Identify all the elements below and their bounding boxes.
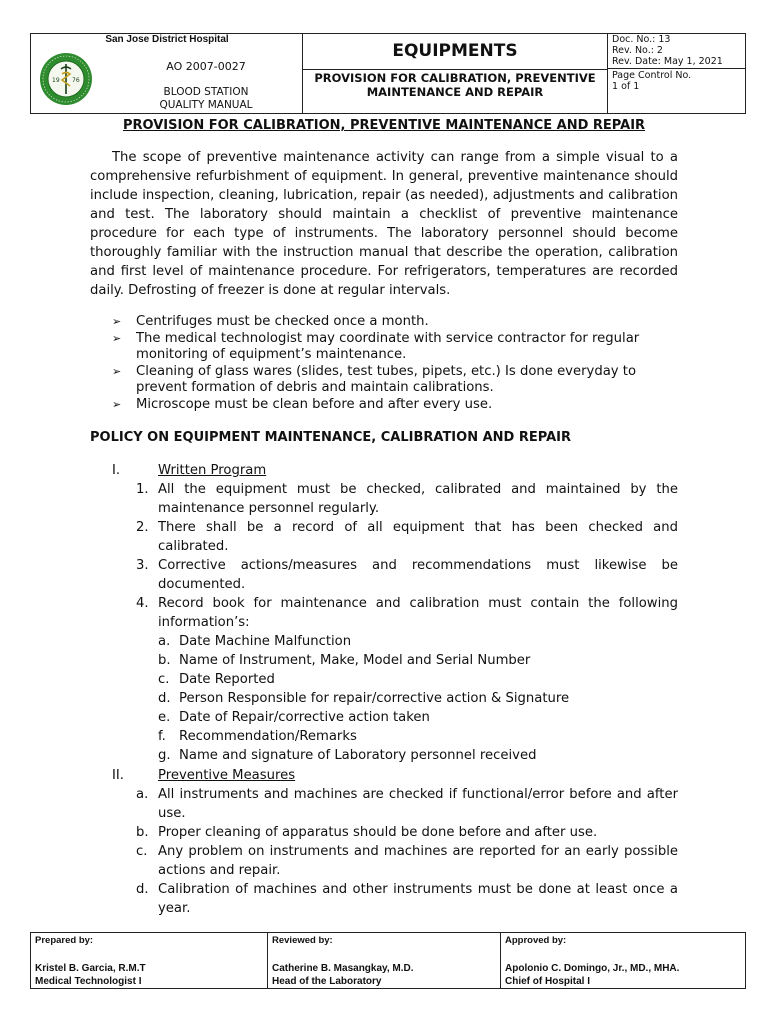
list-item: d. Calibration of machines and other instruments must be done at least once a year.	[136, 882, 678, 916]
reviewed-by-cell	[267, 933, 500, 988]
reviewed-by-name: Catherine B. Masangkay, M.D.	[272, 963, 414, 974]
department-label	[131, 86, 281, 112]
list-item: ➢ Microscope must be clean before and after every use.	[112, 396, 493, 412]
list-item: 3. Corrective actions/measures and recommendations must likewise be documented.	[136, 558, 678, 592]
page-control-value: 1 of 1	[612, 81, 640, 92]
arrow-bullet-icon: ➢	[112, 397, 122, 411]
hospital-seal-icon	[39, 52, 93, 106]
reviewed-by-person	[272, 963, 414, 988]
department-line-1: BLOOD STATION	[163, 86, 249, 98]
document-control-block	[608, 34, 746, 113]
prepared-by-role: Medical Technologist I	[35, 975, 142, 987]
section-heading: Written Program	[158, 463, 267, 478]
doc-number: Doc. No.: 13	[612, 34, 671, 45]
record-fields-list	[158, 632, 678, 765]
department-line-2: QUALITY MANUAL	[159, 99, 253, 111]
approved-by-label: Approved by:	[505, 935, 567, 946]
list-item: b. Proper cleaning of apparatus should be done before and after use.	[136, 825, 598, 840]
signature-footer	[30, 932, 746, 989]
rev-number: Rev. No.: 2	[612, 45, 663, 56]
section-numeral: I.	[112, 463, 121, 478]
list-item: a. All instruments and machines are checked if functional/error before and after use.	[136, 787, 678, 821]
preventive-measures-list	[136, 785, 678, 918]
approved-by-name: Apolonio C. Domingo, Jr., MD., MHA.	[505, 963, 680, 974]
hospital-block	[31, 34, 303, 113]
list-item: e. Date of Repair/corrective action taken	[158, 710, 430, 725]
arrow-bullet-icon: ➢	[112, 364, 122, 378]
list-item: d. Person Responsible for repair/corrective action & Signature	[158, 691, 570, 706]
rev-date: Rev. Date: May 1, 2021	[612, 56, 723, 67]
seal-year-right: 76	[72, 77, 80, 84]
list-item: g. Name and signature of Laboratory personnel received	[158, 748, 537, 763]
page-control	[608, 69, 746, 92]
list-item: 4. Record book for maintenance and calibration must contain the following information’s: a. Date Machine Malfunction b. Name of Instrument, Make, Model and Serial Number c. Date Reported d. Person Responsible for repair/corrective action & Signature e. Date of Repair/corrective action taken f. Recommendation/Remarks g. Name and signature of Laboratory personnel received	[136, 596, 678, 763]
arrow-bullet-icon: ➢	[112, 315, 122, 328]
title-block	[303, 34, 608, 113]
prepared-by-person	[35, 963, 146, 988]
reviewed-by-label: Reviewed by:	[272, 935, 333, 946]
document-title: EQUIPMENTS	[303, 34, 607, 70]
written-program-list	[136, 480, 678, 765]
seal-year-left: 19	[52, 77, 60, 84]
list-item: c. Any problem on instruments and machines are reported for an early possible actions and repair.	[136, 844, 678, 878]
approved-by-cell	[500, 933, 745, 988]
list-item: b. Name of Instrument, Make, Model and Serial Number	[158, 653, 531, 668]
ao-number: AO 2007-0027	[166, 60, 246, 73]
prepared-by-cell	[31, 933, 267, 988]
revision-info	[608, 34, 746, 69]
bullet-list	[112, 314, 678, 413]
list-item: f. Recommendation/Remarks	[158, 729, 357, 744]
document-subtitle: PROVISION FOR CALIBRATION, PREVENTIVE MAINTENANCE AND REPAIR	[314, 71, 596, 99]
document-header	[30, 33, 746, 114]
prepared-by-name: Kristel B. Garcia, R.M.T	[35, 963, 146, 974]
approved-by-person	[505, 963, 679, 988]
page-control-label: Page Control No.	[612, 70, 692, 81]
list-item: ➢ The medical technologist may coordinate with service contractor for regular monitoring of equipment’s maintenance.	[112, 330, 640, 362]
list-item: c. Date Reported	[158, 672, 275, 687]
list-item: ➢ Cleaning of glass wares (slides, test tubes, pipets, etc.) Is done everyday to prevent formation of debris and maintain calibrations.	[112, 363, 637, 395]
reviewed-by-role: Head of the Laboratory	[272, 975, 382, 987]
arrow-bullet-icon: ➢	[112, 331, 122, 345]
section-title: PROVISION FOR CALIBRATION, PREVENTIVE MAINTENANCE AND REPAIR	[122, 118, 646, 133]
section-heading: Preventive Measures	[158, 768, 296, 783]
section-numeral: II.	[112, 768, 124, 783]
list-item: ➢ Centrifuges must be checked once a month.	[112, 314, 429, 329]
list-item: a. Date Machine Malfunction	[158, 634, 352, 649]
approved-by-role: Chief of Hospital I	[505, 975, 590, 987]
intro-paragraph: The scope of preventive maintenance activity can range from a simple visual to a comprehensive refurbishment of equipment. In general, preventive maintenance should include inspection, cleaning, lubrication, repair (as needed), adjustments and calibration and test. The laboratory should maintain a checklist of preventive maintenance procedure for each type of instruments. The laboratory personnel should become thoroughly familiar with the instruction manual that describe the operation, calibration and first level of maintenance procedure. For refrigerators, temperatures are recorded daily. Defrosting of freezer is done at regular intervals.	[90, 150, 678, 298]
policy-title: POLICY ON EQUIPMENT MAINTENANCE, CALIBRATION AND REPAIR	[90, 430, 571, 445]
list-item: 2. There shall be a record of all equipment that has been checked and calibrated.	[136, 520, 678, 554]
list-item: 1. All the equipment must be checked, calibrated and maintained by the maintenance personnel regularly.	[136, 482, 678, 516]
hospital-name: San Jose District Hospital	[105, 34, 229, 45]
prepared-by-label: Prepared by:	[35, 935, 94, 946]
